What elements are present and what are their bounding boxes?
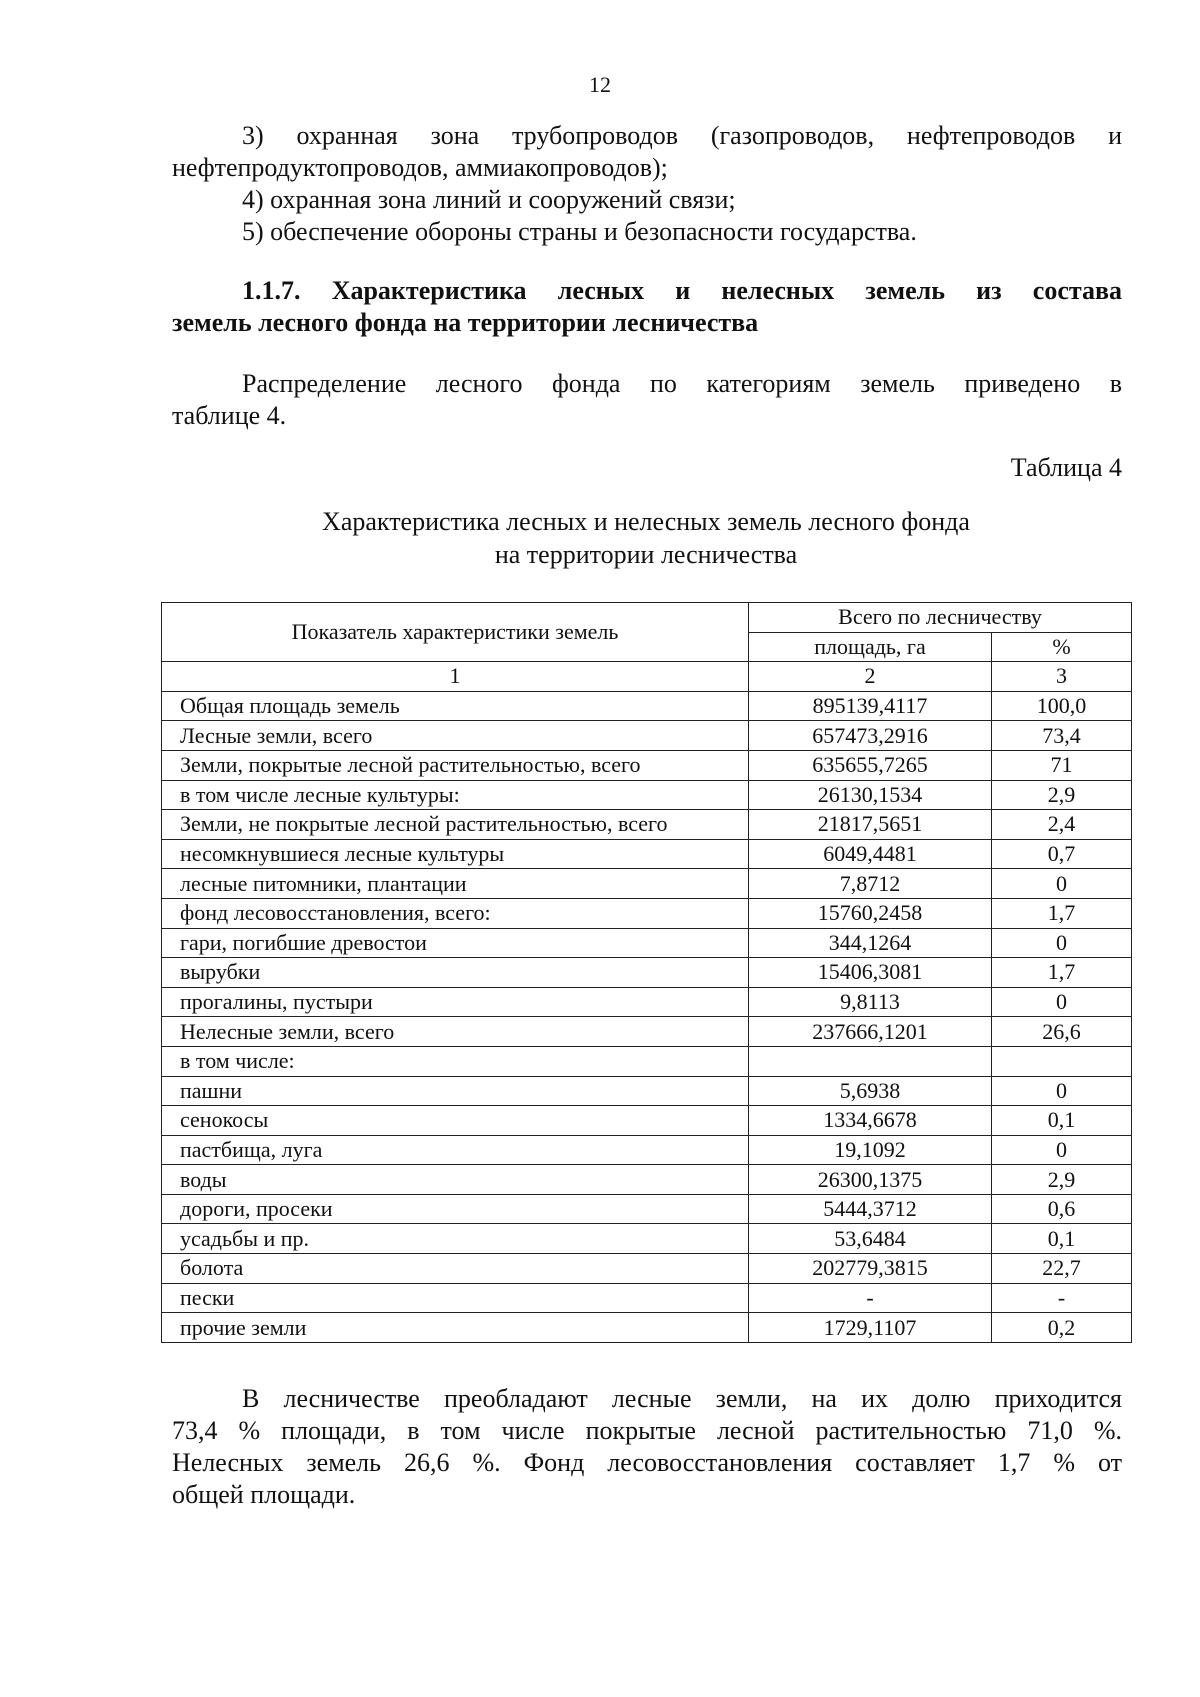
table-row [162,780,1132,810]
row-label: пастбища, луга [162,1135,749,1165]
table-row [162,1106,1132,1136]
row-percent [992,1046,1132,1076]
table-row [162,750,1132,780]
row-area: - [749,1283,992,1313]
conclusion-line2: 73,4 % площади, в том числе покрытые лесной растительностью 71,0 %. [172,1416,1122,1445]
row-percent: 0 [992,987,1132,1017]
table-row [162,1135,1132,1165]
table-label: Таблица 4 [1010,453,1122,482]
protection-zones-list [172,120,1122,248]
row-area: 1729,1107 [749,1313,992,1343]
row-percent: 0 [992,869,1132,899]
row-area: 895139,4117 [749,691,992,721]
section-heading-line1: 1.1.7. Характеристика лесных и нелесных земель из состава [242,276,1122,305]
row-area: 7,8712 [749,869,992,899]
row-percent: 100,0 [992,691,1132,721]
row-area: 53,6484 [749,1224,992,1254]
row-area: 237666,1201 [749,1017,992,1047]
table-row [162,928,1132,958]
row-area: 5,6938 [749,1076,992,1106]
row-percent: 0 [992,1135,1132,1165]
row-percent: 0,7 [992,839,1132,869]
row-area: 1334,6678 [749,1106,992,1136]
row-label: Нелесные земли, всего [162,1017,749,1047]
row-label: прочие земли [162,1313,749,1343]
row-label: Земли, покрытые лесной растительностью, всего [162,750,749,780]
table-row [162,810,1132,840]
land-characteristics-table [161,602,1132,1343]
table-row [162,898,1132,928]
table-row [162,1194,1132,1224]
table-row [162,958,1132,988]
row-area: 202779,3815 [749,1254,992,1284]
header-area: площадь, га [749,632,992,662]
row-area: 9,8113 [749,987,992,1017]
page-number: 12 [589,72,611,97]
row-label: болота [162,1254,749,1284]
table-row [162,691,1132,721]
table-header-row [162,603,1132,633]
row-percent: 22,7 [992,1254,1132,1284]
section-heading [172,275,1122,339]
table-row [162,869,1132,899]
row-percent: 0,1 [992,1224,1132,1254]
table-row [162,1046,1132,1076]
row-label: Лесные земли, всего [162,721,749,751]
intro-paragraph [172,368,1122,432]
row-percent: - [992,1283,1132,1313]
row-percent: 0,1 [992,1106,1132,1136]
table-row [162,1254,1132,1284]
row-percent: 0 [992,928,1132,958]
row-percent: 73,4 [992,721,1132,751]
row-label: в том числе лесные культуры: [162,780,749,810]
table-title-line2: на территории лесничества [494,540,798,569]
intro-line1: Распределение лесного фонда по категориям земель приведено в [242,369,1122,398]
row-percent: 26,6 [992,1017,1132,1047]
row-label: Земли, не покрытые лесной растительностью, всего [162,810,749,840]
list-item-4: 4) охранная зона линий и сооружений связи; [242,185,736,214]
row-percent: 1,7 [992,898,1132,928]
row-area [749,1046,992,1076]
row-label: усадьбы и пр. [162,1224,749,1254]
conclusion-line4: общей площади. [172,1480,356,1509]
row-percent: 0 [992,1076,1132,1106]
table-title [0,505,1200,571]
row-label: пашни [162,1076,749,1106]
row-area: 6049,4481 [749,839,992,869]
row-area: 635655,7265 [749,750,992,780]
row-label: несомкнувшиеся лесные культуры [162,839,749,869]
row-label: прогалины, пустыри [162,987,749,1017]
table-title-line1: Характеристика лесных и нелесных земель лесного фонда [322,507,970,536]
header-total: Всего по лесничеству [749,603,1132,633]
row-area: 657473,2916 [749,721,992,751]
list-item-3-line2: нефтепродуктопроводов, аммиакопроводов); [172,153,668,182]
table-row [162,1165,1132,1195]
table-row [162,1017,1132,1047]
row-label: вырубки [162,958,749,988]
row-area: 26300,1375 [749,1165,992,1195]
table-row [162,1313,1132,1343]
row-label: пески [162,1283,749,1313]
conclusion-paragraph [172,1383,1122,1511]
row-percent: 2,9 [992,780,1132,810]
conclusion-line3: Нелесных земель 26,6 %. Фонд лесовосстановления составляет 1,7 % от [172,1448,1122,1477]
table-row [162,987,1132,1017]
row-label: сенокосы [162,1106,749,1136]
table-row [162,839,1132,869]
row-percent: 71 [992,750,1132,780]
row-percent: 2,9 [992,1165,1132,1195]
row-percent: 1,7 [992,958,1132,988]
row-area: 344,1264 [749,928,992,958]
section-heading-line2: земель лесного фонда на территории лесничества [172,308,759,337]
header-indicator: Показатель характеристики земель [162,603,749,662]
column-number-1: 1 [162,662,749,692]
row-label: воды [162,1165,749,1195]
list-item-5: 5) обеспечение обороны страны и безопасности государства. [242,217,917,246]
row-label: гари, погибшие древостои [162,928,749,958]
intro-line2: таблице 4. [172,401,287,430]
row-percent: 0,2 [992,1313,1132,1343]
row-area: 15406,3081 [749,958,992,988]
table-row [162,721,1132,751]
row-label: Общая площадь земель [162,691,749,721]
row-label: фонд лесовосстановления, всего: [162,898,749,928]
row-area: 26130,1534 [749,780,992,810]
column-number-3: 3 [992,662,1132,692]
column-numbers-row [162,662,1132,692]
row-area: 15760,2458 [749,898,992,928]
column-number-2: 2 [749,662,992,692]
row-area: 5444,3712 [749,1194,992,1224]
row-label: лесные питомники, плантации [162,869,749,899]
row-percent: 0,6 [992,1194,1132,1224]
list-item-3-line1: 3) охранная зона трубопроводов (газопроводов, нефтепроводов и [242,121,1122,150]
conclusion-line1: В лесничестве преобладают лесные земли, на их долю приходится [242,1384,1122,1413]
row-label: дороги, просеки [162,1194,749,1224]
table-row [162,1283,1132,1313]
row-area: 19,1092 [749,1135,992,1165]
table-row [162,1076,1132,1106]
row-label: в том числе: [162,1046,749,1076]
header-percent: % [992,632,1132,662]
row-percent: 2,4 [992,810,1132,840]
row-area: 21817,5651 [749,810,992,840]
table-row [162,1224,1132,1254]
